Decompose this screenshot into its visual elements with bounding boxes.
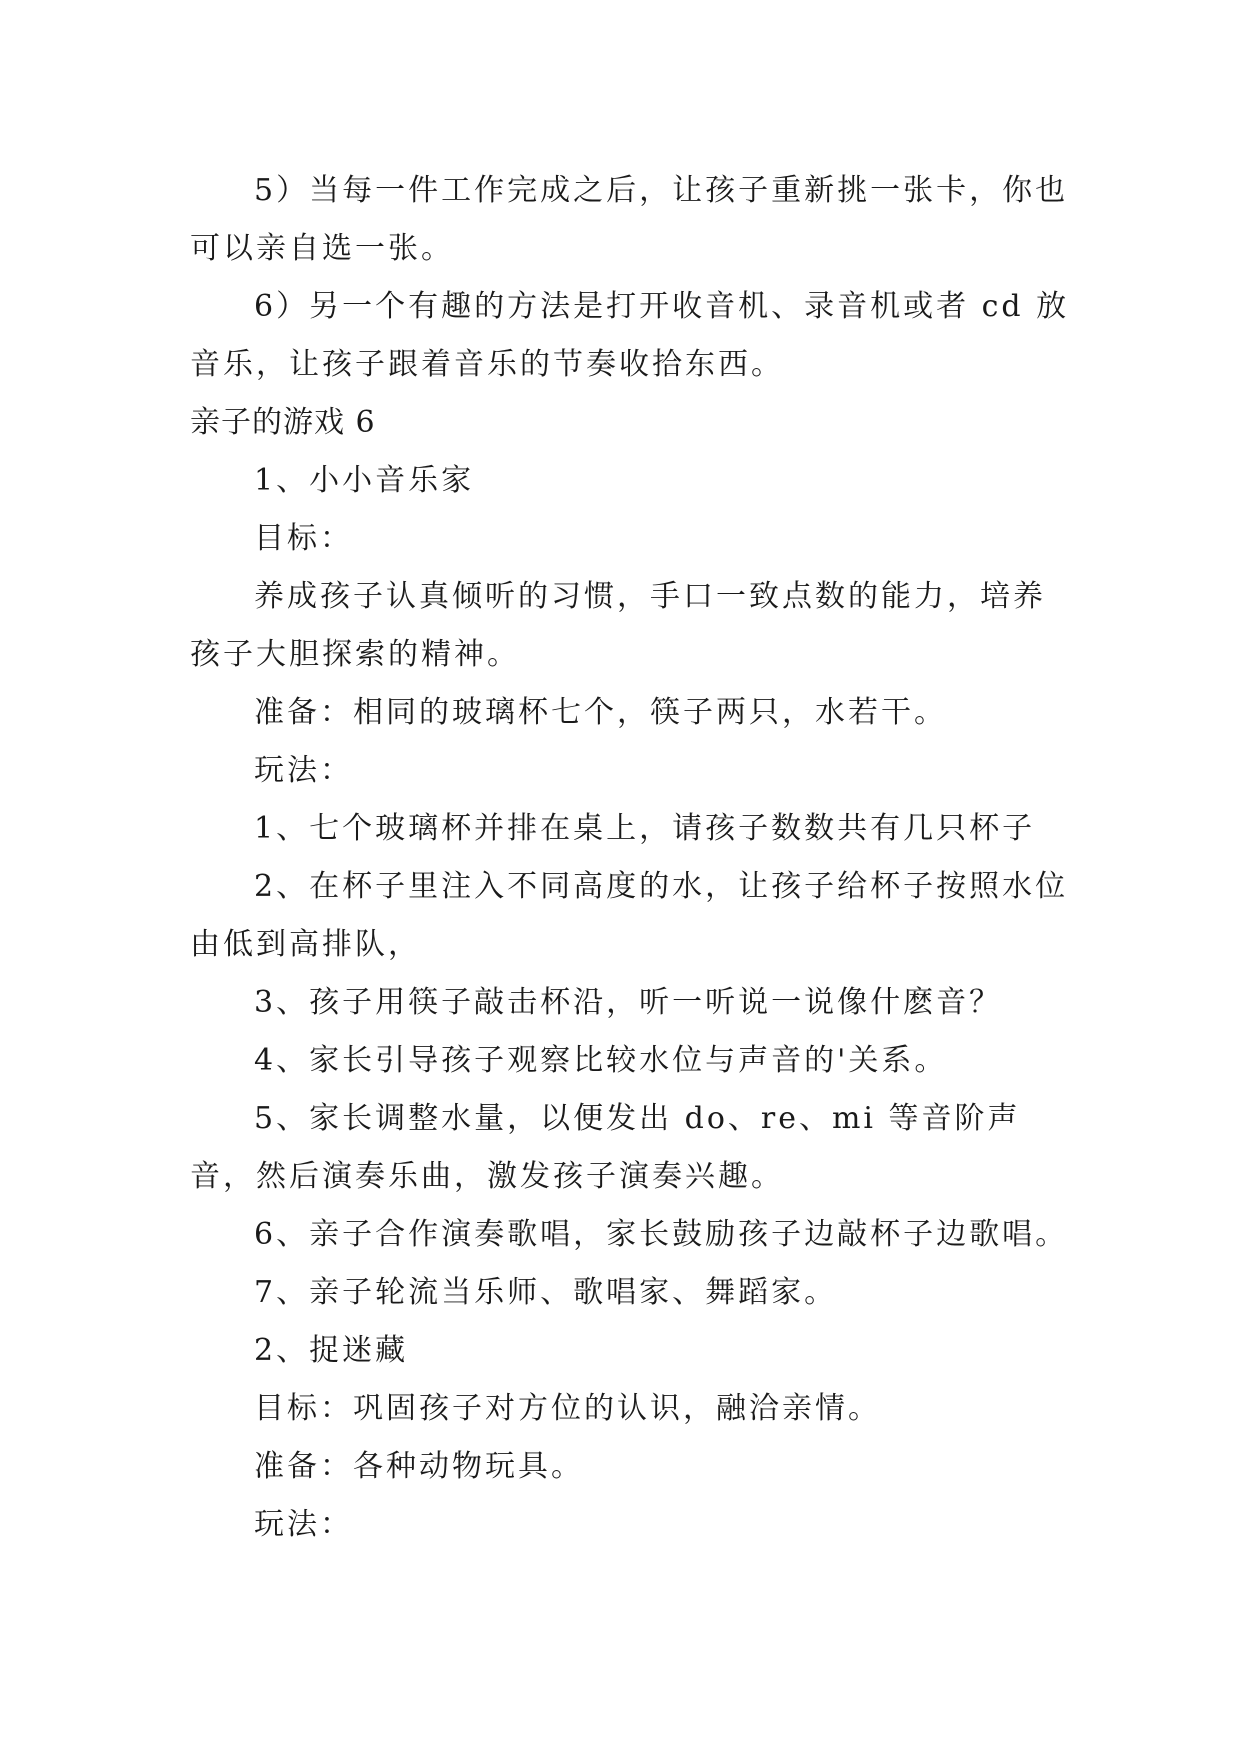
play-step-5: 5、家长调整水量，以便发出 do、re、mi 等音阶声音，然后演奏乐曲，激发孩子演奏兴趣。 [190, 1101, 1021, 1194]
play-step-7: 7、亲子轮流当乐师、歌唱家、舞蹈家。 [254, 1275, 838, 1310]
play-step-3: 3、孩子用筷子敲击杯沿，听一听说一说像什麽音？ [254, 985, 1003, 1020]
play-label: 玩法： [254, 753, 353, 788]
preparation-text-2: 准备：各种动物玩具。 [254, 1449, 584, 1484]
paragraph-step-5: 5）当每一件工作完成之后，让孩子重新挑一张卡，你也可以亲自选一张。 [190, 173, 1069, 266]
play-step-6: 6、亲子合作演奏歌唱，家长鼓励孩子边敲杯子边歌唱。 [254, 1217, 1069, 1252]
goal-label: 目标： [254, 521, 353, 556]
section-title: 亲子的游戏 6 [190, 405, 376, 440]
preparation-text: 准备：相同的玻璃杯七个，筷子两只，水若干。 [254, 695, 947, 730]
document-content [190, 162, 1070, 1554]
play-label-2: 玩法： [254, 1507, 353, 1542]
play-step-1: 1、七个玻璃杯并排在桌上，请孩子数数共有几只杯子 [254, 811, 1036, 846]
play-step-4: 4、家长引导孩子观察比较水位与声音的'关系。 [254, 1043, 948, 1078]
goal-text-2: 目标：巩固孩子对方位的认识，融洽亲情。 [254, 1391, 881, 1426]
game-title-music: 1、小小音乐家 [254, 463, 475, 498]
goal-text: 养成孩子认真倾听的习惯，手口一致点数的能力，培养孩子大胆探索的精神。 [190, 579, 1046, 672]
game-title-hide-and-seek: 2、捉迷藏 [254, 1333, 409, 1368]
paragraph-step-6: 6）另一个有趣的方法是打开收音机、录音机或者 cd 放音乐，让孩子跟着音乐的节奏收拾东西。 [190, 289, 1070, 382]
play-step-2: 2、在杯子里注入不同高度的水，让孩子给杯子按照水位由低到高排队， [190, 869, 1069, 962]
